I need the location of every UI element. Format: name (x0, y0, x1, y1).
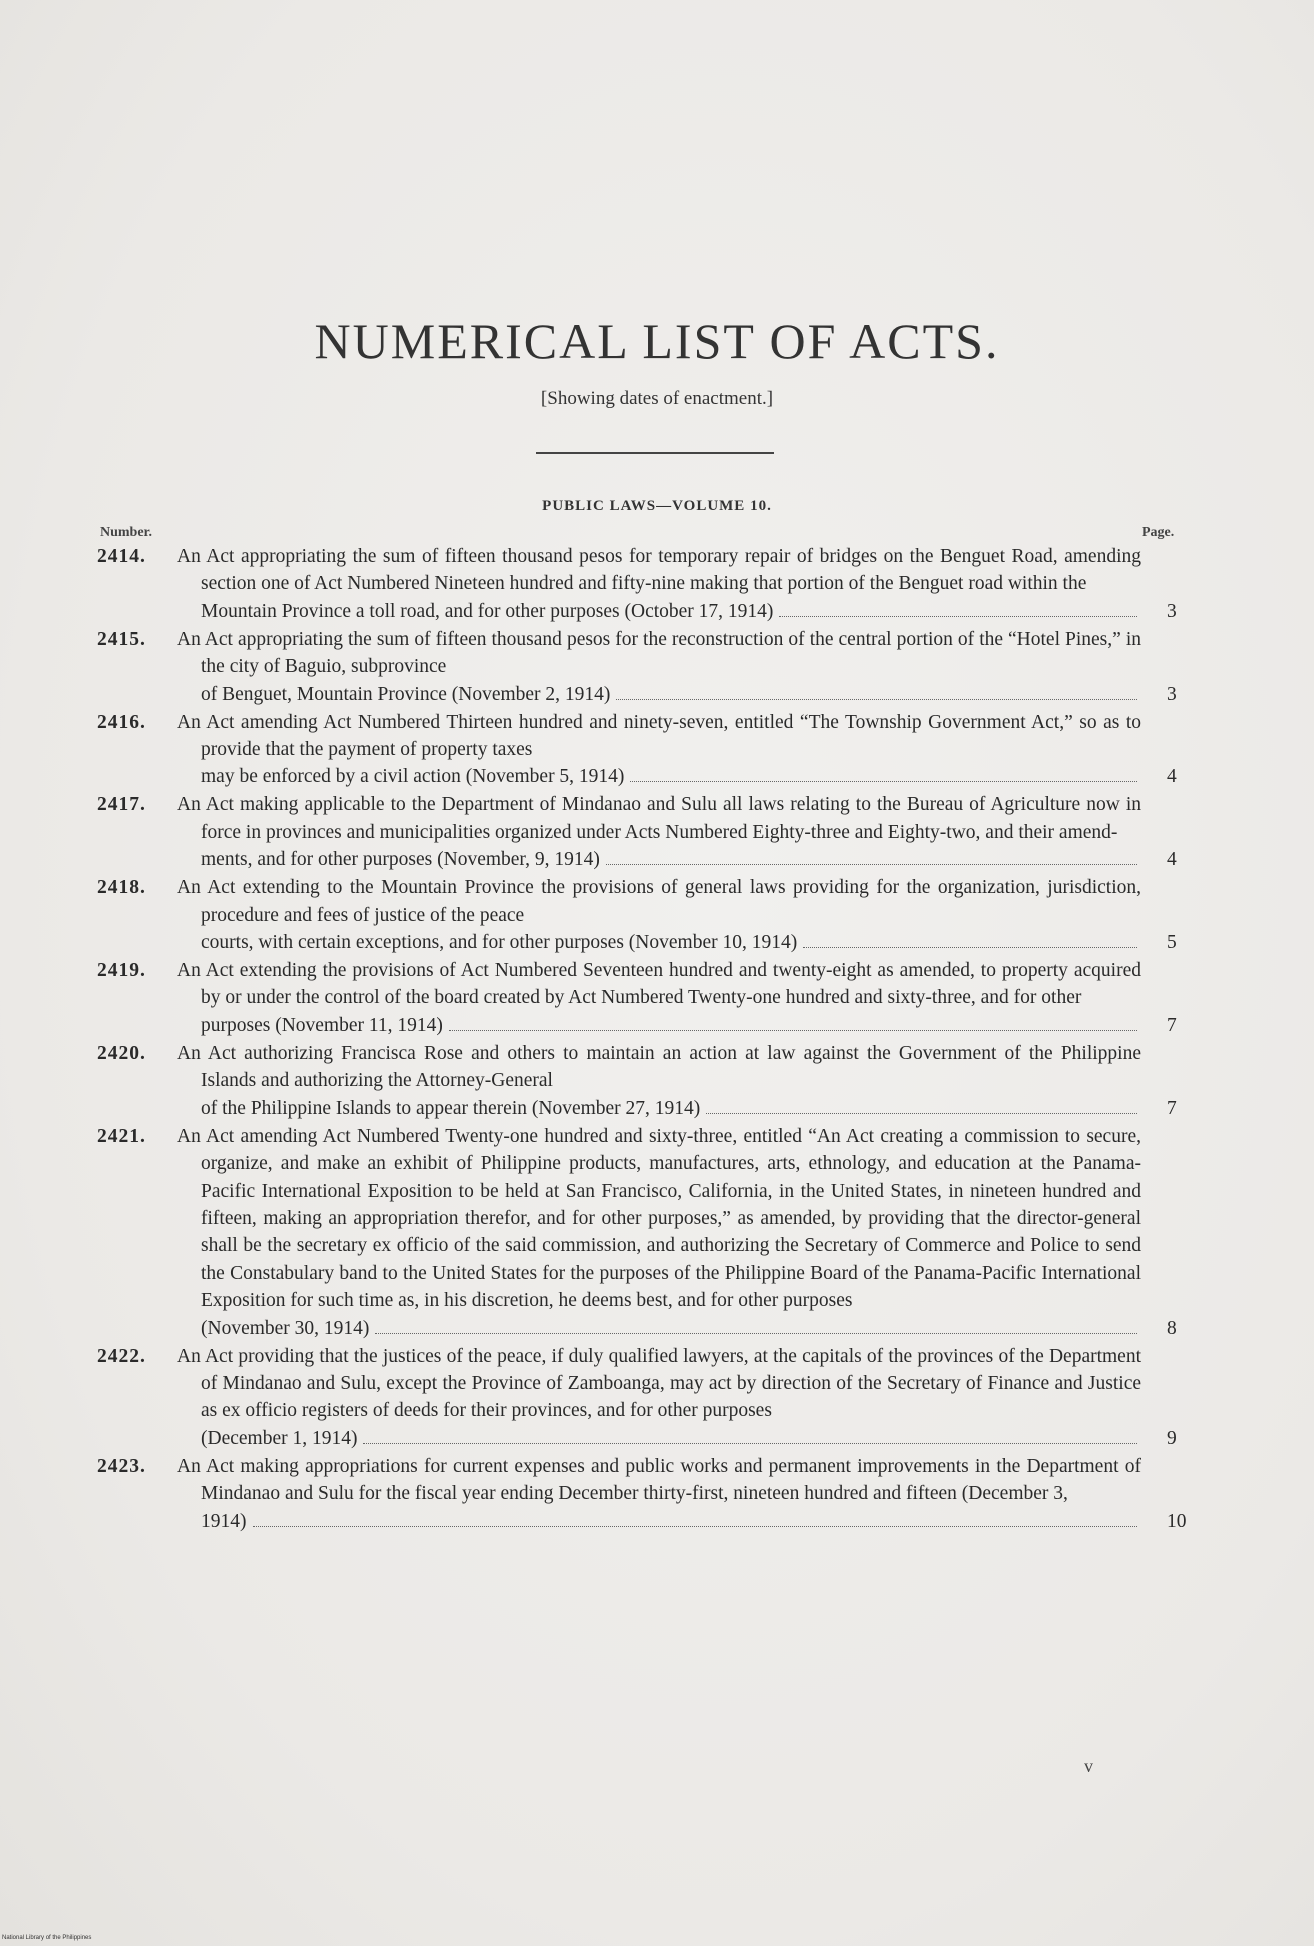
act-description-end: of Benguet, Mountain Province (November 2, 1914) (201, 683, 611, 705)
dot-leader (449, 1030, 1137, 1031)
act-page: 8 (1167, 1317, 1177, 1339)
act-description-end: (December 1, 1914) (201, 1427, 358, 1449)
act-description-end: may be enforced by a civil action (November 5, 1914) (201, 766, 625, 788)
act-entry (97, 543, 1207, 625)
act-number: 2414. (97, 546, 146, 567)
dot-leader (706, 1113, 1137, 1114)
act-description-end: 1914) (201, 1510, 247, 1532)
act-description-end: ments, and for other purposes (November, 9, 1914) (201, 849, 600, 871)
dot-leader (375, 1333, 1137, 1334)
act-description-end: (November 30, 1914) (201, 1317, 370, 1339)
act-description: An Act amending Act Numbered Thirteen hundred and ninety-seven, entitled “The Township Government Act,” so as to provide that the payment of property taxes (177, 711, 1141, 761)
act-number: 2415. (97, 628, 146, 650)
act-entry (97, 1040, 1207, 1122)
act-number: 2418. (97, 877, 146, 899)
act-number: 2420. (97, 1042, 146, 1064)
section-heading: PUBLIC LAWS—VOLUME 10. (542, 498, 772, 514)
act-number: 2416. (97, 711, 146, 733)
column-header-page: Page. (1142, 525, 1175, 540)
act-description: An Act making applicable to the Department of Mindanao and Sulu all laws relating to the Bureau of Agriculture now in force in provinces and municipalities organized under Acts Numbered Eighty-three and Eighty-two, and their amend- (177, 794, 1141, 843)
act-description-end: purposes (November 11, 1914) (201, 1014, 443, 1036)
dot-leader (606, 864, 1137, 865)
act-description: An Act making appropriations for current expenses and public works and permanent improvements in the Department of Mindanao and Sulu for the fiscal year ending December thirty-first, nineteen hundred and fifteen (December 3, (177, 1455, 1141, 1505)
act-description: An Act authorizing Francisca Rose and others to maintain an action at law against the Government of the Philippine Islands and authorizing the Attorney-General (177, 1042, 1141, 1092)
column-header-number: Number. (100, 525, 152, 540)
act-entry (97, 709, 1207, 791)
acts-list (97, 543, 1207, 1536)
act-entry (97, 791, 1207, 873)
dot-leader (616, 699, 1137, 700)
dot-leader (363, 1443, 1137, 1444)
act-entry (97, 1123, 1207, 1342)
act-description: An Act providing that the justices of the peace, if duly qualified lawyers, at the capitals of the provinces of the Department of Mindanao and Sulu, except the Province of Zamboanga, may act by direction of the Secretary of Finance and Justice as ex officio registers of deeds for their provinces, and for other purposes (177, 1345, 1141, 1422)
act-page: 3 (1167, 683, 1177, 705)
act-number: 2423. (97, 1455, 146, 1477)
divider-rule (536, 452, 774, 454)
dot-leader (253, 1526, 1138, 1527)
act-description: An Act appropriating the sum of fifteen thousand pesos for the reconstruction of the central portion of the “Hotel Pines,” in the city of Baguio, subprovince (177, 628, 1141, 678)
dot-leader (803, 947, 1137, 948)
act-number: 2417. (97, 794, 146, 816)
page-folio: v (1084, 1756, 1093, 1776)
act-page: 7 (1167, 1097, 1177, 1119)
act-page: 10 (1167, 1510, 1187, 1532)
act-entry (97, 957, 1207, 1039)
page-subtitle: [Showing dates of enactment.] (540, 388, 774, 409)
act-number: 2419. (97, 960, 146, 982)
page-title: NUMERICAL LIST OF ACTS. (314, 313, 1000, 369)
act-number: 2422. (97, 1345, 146, 1367)
act-page: 7 (1167, 1014, 1177, 1036)
act-description-end: of the Philippine Islands to appear therein (November 27, 1914) (201, 1097, 701, 1119)
act-entry (97, 1453, 1207, 1535)
act-description: An Act extending to the Mountain Province the provisions of general laws providing for the organization, jurisdiction, procedure and fees of justice of the peace (177, 877, 1141, 926)
act-page: 5 (1167, 932, 1177, 954)
act-description-end: courts, with certain exceptions, and for other purposes (November 10, 1914) (201, 932, 798, 954)
dot-leader (779, 616, 1137, 617)
act-description: An Act amending Act Numbered Twenty-one hundred and sixty-three, entitled “An Act creating a commission to secure, organize, and make an exhibit of Philippine products, manufactures, arts, ethnology, and education at the Panama-Pacific International Exposition to be held at San Francisco, California, in the United States, in nineteen hundred and fifteen, making an appropriation therefor, and for other purposes,” as amended, by providing that the director-general shall be the secretary ex officio of the said commission, and authorizing the Secretary of Commerce and Police to send the Constabulary band to the United States for the purposes of the Philippine Board of the Panama-Pacific International Exposition for such time as, in his discretion, he deems best, and for other purposes (177, 1125, 1141, 1312)
act-page: 4 (1167, 766, 1177, 788)
act-page: 9 (1167, 1427, 1177, 1449)
dot-leader (630, 781, 1137, 782)
act-entry (97, 874, 1207, 956)
act-number: 2421. (97, 1125, 146, 1147)
act-entry (97, 626, 1207, 708)
act-entry (97, 1343, 1207, 1453)
act-description-end: Mountain Province a toll road, and for other purposes (October 17, 1914) (201, 600, 774, 622)
act-page: 4 (1167, 849, 1177, 871)
library-footer: National Library of the Philippines (2, 1935, 92, 1941)
act-page: 3 (1167, 600, 1177, 622)
act-description: An Act extending the provisions of Act Numbered Seventeen hundred and twenty-eight as amended, to property acquired by or under the control of the board created by Act Numbered Twenty-one hundred and sixty-three, and for other (177, 960, 1141, 1009)
act-description: An Act appropriating the sum of fifteen thousand pesos for temporary repair of bridges on the Benguet Road, amending section one of Act Numbered Nineteen hundred and fifty-nine making that portion of the Benguet road within the (177, 546, 1141, 595)
